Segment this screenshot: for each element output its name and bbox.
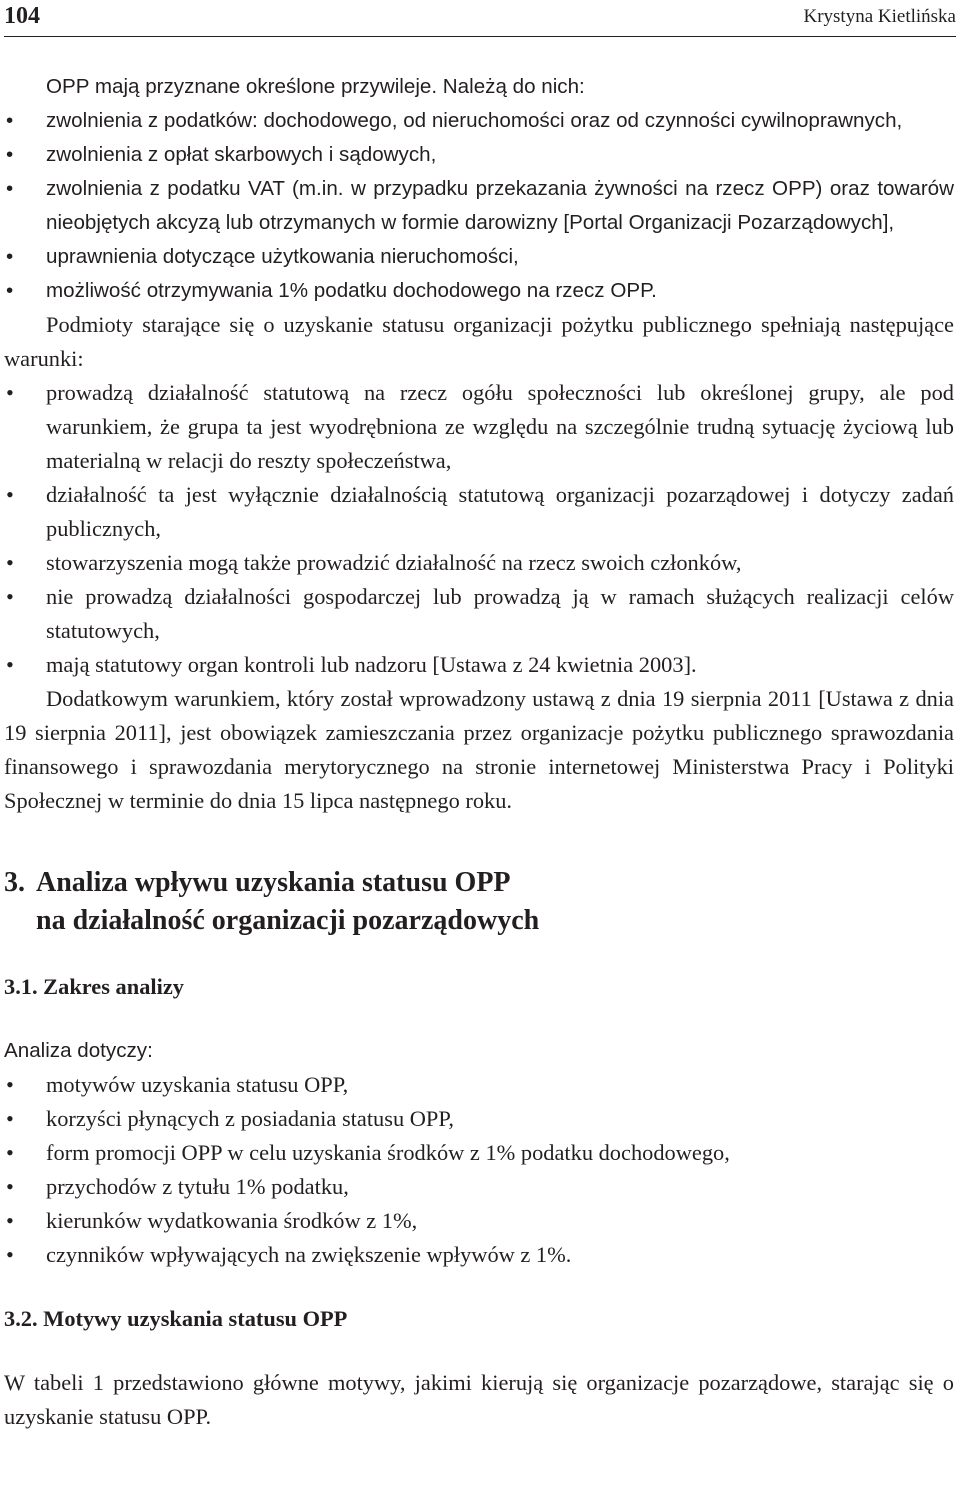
list-item: • kierunków wydatkowania środków z 1%,	[4, 1204, 954, 1238]
list-item: • możliwość otrzymywania 1% podatku dochodowego na rzecz OPP.	[4, 274, 954, 308]
section-3-title-line1: Analiza wpływu uzyskania statusu OPP	[36, 867, 511, 898]
bullet-icon: •	[6, 1106, 14, 1131]
analysis-intro: Analiza dotyczy:	[4, 1039, 153, 1062]
list-item: • przychodów z tytułu 1% podatku,	[4, 1170, 954, 1204]
bullet-icon: •	[6, 584, 14, 609]
list-item: • nie prowadzą działalności gospodarczej lub prowadzą ją w ramach służących realizacji celów statutowych,	[4, 580, 954, 648]
list-item: • zwolnienia z podatków: dochodowego, od nieruchomości oraz od czynności cywilnoprawnych,	[4, 104, 954, 138]
section-3-2-heading: 3.2. Motywy uzyskania statusu OPP	[4, 1306, 348, 1331]
list-item: • form promocji OPP w celu uzyskania środków z 1% podatku dochodowego,	[4, 1136, 954, 1170]
bullet-icon: •	[6, 109, 14, 132]
section-3-heading	[4, 864, 954, 940]
conditions-list	[4, 376, 954, 682]
conditions-intro: Podmioty starające się o uzyskanie statusu organizacji pożytku publicznego spełniają następujące warunki:	[4, 312, 954, 371]
list-item: • zwolnienia z podatku VAT (m.in. w przypadku przekazania żywności na rzecz OPP) oraz towarów nieobjętych akcyzą lub otrzymanych w formie darowizny [Portal Organizacji Pozarządowych],	[4, 172, 954, 240]
running-head-author: Krystyna Kietlińska	[803, 6, 956, 27]
list-item: • mają statutowy organ kontroli lub nadzoru [Ustawa z 24 kwietnia 2003].	[4, 648, 954, 682]
list-item: • stowarzyszenia mogą także prowadzić działalność na rzecz swoich członków,	[4, 546, 954, 580]
list-item: • działalność ta jest wyłącznie działalnością statutową organizacji pozarządowej i dotyczy zadań publicznych,	[4, 478, 954, 546]
privileges-list	[4, 104, 954, 308]
section-3-title-line2: na działalność organizacji pozarządowych	[36, 905, 540, 936]
bullet-icon: •	[6, 550, 14, 575]
bullet-icon: •	[6, 245, 14, 268]
page-header	[4, 0, 956, 37]
additional-condition-paragraph: Dodatkowym warunkiem, który został wprowadzony ustawą z dnia 19 sierpnia 2011 [Ustawa z dnia 19 sierpnia 2011], jest obowiązek zamieszczania przez organizacje pożytku publicznego sprawozdania finansowego i sprawozdania merytorycznego na stronie internetowej Ministerstwa Pracy i Polityki Społecznej w terminie do dnia 15 lipca następnego roku.	[4, 686, 954, 813]
bullet-icon: •	[6, 177, 14, 200]
list-item: • prowadzą działalność statutową na rzecz ogółu społeczności lub określonej grupy, ale pod warunkiem, że grupa ta jest wyodrębniona ze względu na szczególnie trudną sytuację życiową lub materialną w relacji do reszty społeczeństwa,	[4, 376, 954, 478]
analysis-scope-list	[4, 1068, 954, 1272]
bullet-icon: •	[6, 1242, 14, 1267]
section-3-1-heading: 3.1. Zakres analizy	[4, 974, 184, 999]
bullet-icon: •	[6, 652, 14, 677]
list-item: • motywów uzyskania statusu OPP,	[4, 1068, 954, 1102]
bullet-icon: •	[6, 1208, 14, 1233]
bullet-icon: •	[6, 279, 14, 302]
bullet-icon: •	[6, 380, 14, 405]
bullet-icon: •	[6, 1072, 14, 1097]
page-number: 104	[4, 3, 40, 29]
bullet-icon: •	[6, 482, 14, 507]
list-item: • korzyści płynących z posiadania statusu OPP,	[4, 1102, 954, 1136]
bullet-icon: •	[6, 1174, 14, 1199]
bullet-icon: •	[6, 143, 14, 166]
page-body	[4, 70, 954, 1434]
section-3-number: 3.	[4, 867, 25, 898]
privileges-intro: OPP mają przyznane określone przywileje. Należą do nich:	[46, 75, 585, 98]
bullet-icon: •	[6, 1140, 14, 1165]
list-item: • czynników wpływających na zwiększenie wpływów z 1%.	[4, 1238, 954, 1272]
list-item: • uprawnienia dotyczące użytkowania nieruchomości,	[4, 240, 954, 274]
list-item: • zwolnienia z opłat skarbowych i sądowych,	[4, 138, 954, 172]
motives-paragraph: W tabeli 1 przedstawiono główne motywy, jakimi kierują się organizacje pozarządowe, starając się o uzyskanie statusu OPP.	[4, 1370, 954, 1429]
